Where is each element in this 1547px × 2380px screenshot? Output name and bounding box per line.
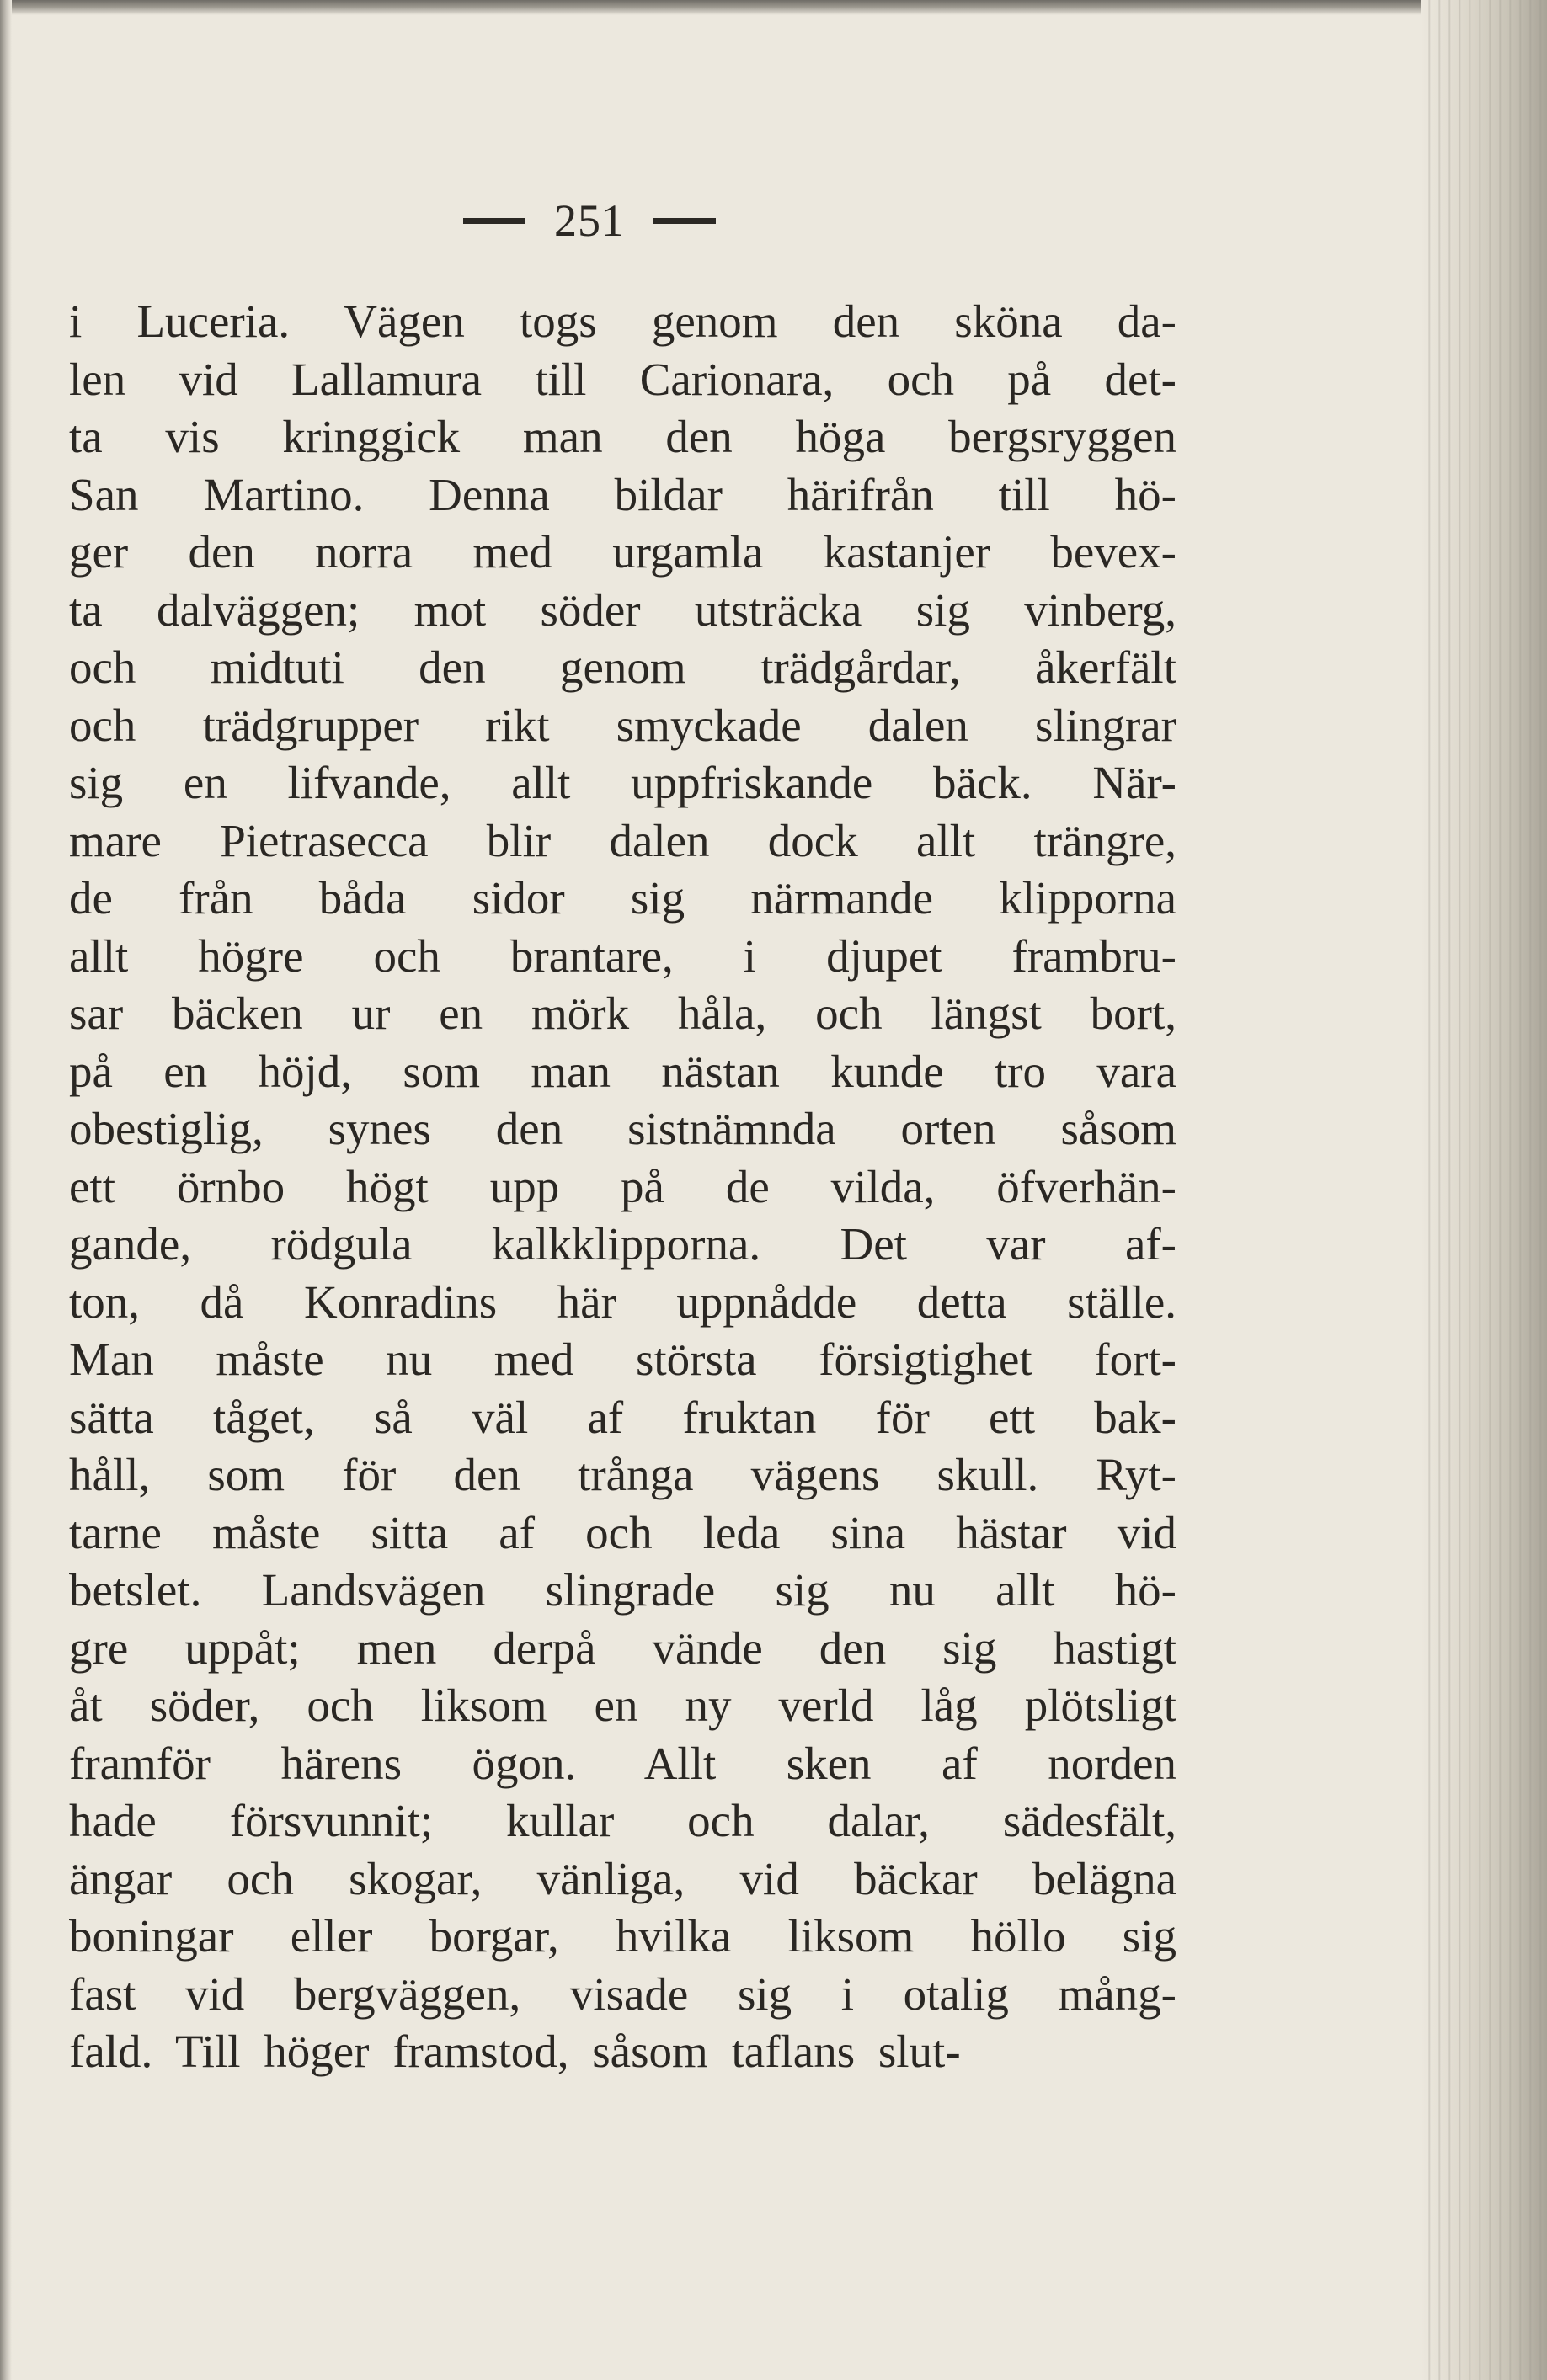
body-text [69, 293, 1176, 2081]
text-line: ton, då Konradins här uppnådde detta ställe. [69, 1275, 1176, 1328]
text-line: mare Pietrasecca blir dalen dock allt trängre, [69, 814, 1176, 866]
header-dash-left [463, 218, 525, 224]
text-line: boningar eller borgar, hvilka liksom höllo sig [69, 1910, 1176, 1962]
text-line: sätta tåget, så väl af fruktan för ett bak- [69, 1391, 1176, 1443]
text-line: ta vis kringgick man den höga bergsryggen [69, 411, 1176, 462]
text-line: obestiglig, synes den sistnämnda orten såsom [69, 1103, 1176, 1154]
header-dash-right [653, 218, 716, 224]
text-line: tarne måste sitta af och leda sina hästar vid [69, 1506, 1176, 1558]
page-header [438, 187, 741, 254]
text-line: ett örnbo högt upp på de vilda, öfverhän- [69, 1160, 1176, 1212]
text-line: ger den norra med urgamla kastanjer bevex- [69, 526, 1176, 578]
text-line: framför härens ögon. Allt sken af norden [69, 1737, 1176, 1789]
text-line: och trädgrupper rikt smyckade dalen slingrar [69, 699, 1176, 751]
text-line: len vid Lallamura till Carionara, och på det- [69, 353, 1176, 405]
text-line: ta dalväggen; mot söder utsträcka sig vinberg, [69, 583, 1176, 636]
text-line: fald. Till höger framstod, såsom taflans slut- [69, 2026, 961, 2077]
text-line: hade försvunnit; kullar och dalar, sädesfält, [69, 1795, 1176, 1846]
text-line: i Luceria. Vägen togs genom den sköna da- [69, 296, 1176, 347]
text-line: sig en lifvande, allt uppfriskande bäck. När- [69, 757, 1176, 808]
text-line: och midtuti den genom trädgårdar, åkerfält [69, 642, 1176, 693]
text-line: gre uppåt; men derpå vände den sig hastigt [69, 1621, 1176, 1674]
page-top-edge [0, 0, 1547, 15]
text-line: betslet. Landsvägen slingrade sig nu allt hö- [69, 1564, 1176, 1616]
text-line: åt söder, och liksom en ny verld låg plötsligt [69, 1680, 1176, 1731]
text-line: gande, rödgula kalkklipporna. Det var af- [69, 1218, 1176, 1270]
text-line: San Martino. Denna bildar härifrån till hö- [69, 468, 1176, 520]
text-line: Man måste nu med största försigtighet fort- [69, 1334, 1176, 1385]
text-line: på en höjd, som man nästan kunde tro vara [69, 1045, 1176, 1097]
text-line: håll, som för den trånga vägens skull. Ryt- [69, 1449, 1176, 1500]
text-line: de från båda sidor sig närmande klipporna [69, 872, 1176, 924]
text-line: sar bäcken ur en mörk håla, och längst bort, [69, 988, 1176, 1039]
text-line: allt högre och brantare, i djupet frambru- [69, 929, 1176, 982]
book-fore-edge [1421, 0, 1547, 2380]
text-line: fast vid bergväggen, visade sig i otalig mång- [69, 1967, 1176, 2020]
text-line: ängar och skogar, vänliga, vid bäckar belägna [69, 1852, 1176, 1904]
page-number: 251 [554, 195, 625, 246]
page-left-edge [0, 0, 12, 2380]
